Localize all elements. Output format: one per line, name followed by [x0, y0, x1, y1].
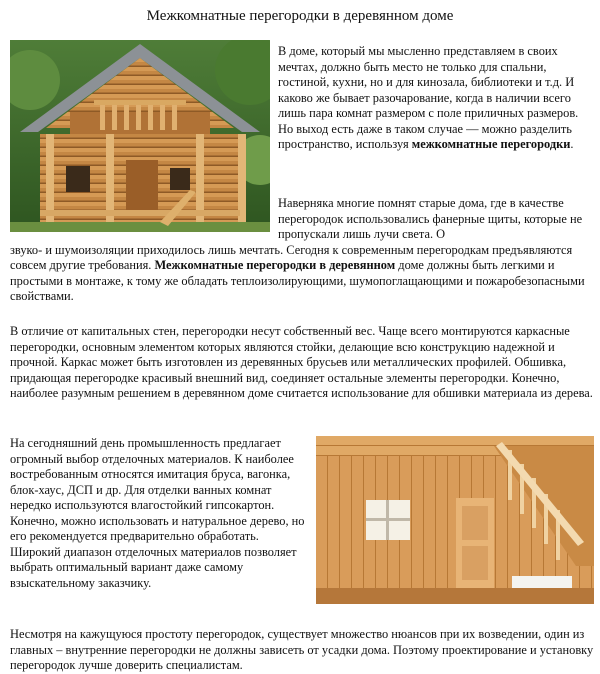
history-paragraph: [10, 196, 596, 305]
conclusion-paragraph: Несмотря на кажущуюся простоту перегородок, существует множество нюансов при их возведении, один из главных – внутренние перегородки не должны зависеть от усадки дома. Поэтому проектирование и установку перегородок лучше доверить специалистам.: [10, 627, 594, 672]
materials-paragraph: На сегодняшний день промышленность предлагает огромный выбор отделочных материалов. К наиболее востребованным относятся имитация бруса, вагонка, блок-хаус, ДСП и др. Для отделки ванных комнат нередко используются влагостойкий гипсокартон. Конечно, можно использовать и натуральное дерево, но его рекомендуется предварительно обработать. Широкий диапазон отделочных материалов позволяет выбрать оптимальный вариант даже самому взыскательному заказчику.: [10, 436, 305, 590]
interior-stairs-photo: [316, 436, 594, 604]
frame-paragraph: В отличие от капитальных стен, перегородки несут собственный вес. Чаще всего монтируются каркасные перегородки, основным элементом которых являются стойки, делающие всю конструкцию надежной и прочной. Каркас может быть изготовлен из деревянных брусьев или металлических профилей. Обшивка, придающая перегородке красивый внешний вид, соединяет остальные элементы перегородки. Конечно, наиболее разумным решением в деревянном доме считается использование для обшивки материала из дерева.: [10, 324, 593, 400]
intro-keyword: межкомнатные перегородки: [411, 137, 571, 151]
history-body: [10, 243, 596, 305]
history-text: звуко- и шумоизоляции приходилось лишь мечтать. Сегодня к современным перегородкам предъявляются совсем другие требования.: [10, 242, 573, 272]
history-end: доме должны быть легкими и простыми в монтаже, к тому же обладать теплоизолирующими, шумопоглащающими и пожаробезопасными свойствами.: [10, 258, 585, 303]
intro-paragraph: [278, 44, 592, 153]
intro-end: .: [570, 137, 574, 151]
intro-text: В доме, который мы мысленно представляем в своих мечтах, должно быть место не только для спальни, гостиной, кухни, но и для кинозала, библиотеки и т.д. И каково же бывает разочарование, когда в наличии всего лишь пара комнат размером с поле приличных размеров. Но выход есть даже в таком случае — можно разделить пространство, используя: [278, 44, 579, 151]
history-top: Наверняка многие помнят старые дома, где в качестве перегородок использовались фанерные щиты, которые не пропускали лишь лучи света. О: [278, 196, 583, 241]
article-title: Межкомнатные перегородки в деревянном доме: [146, 8, 454, 24]
history-keyword: Межкомнатные перегородки в деревянном: [154, 258, 396, 272]
